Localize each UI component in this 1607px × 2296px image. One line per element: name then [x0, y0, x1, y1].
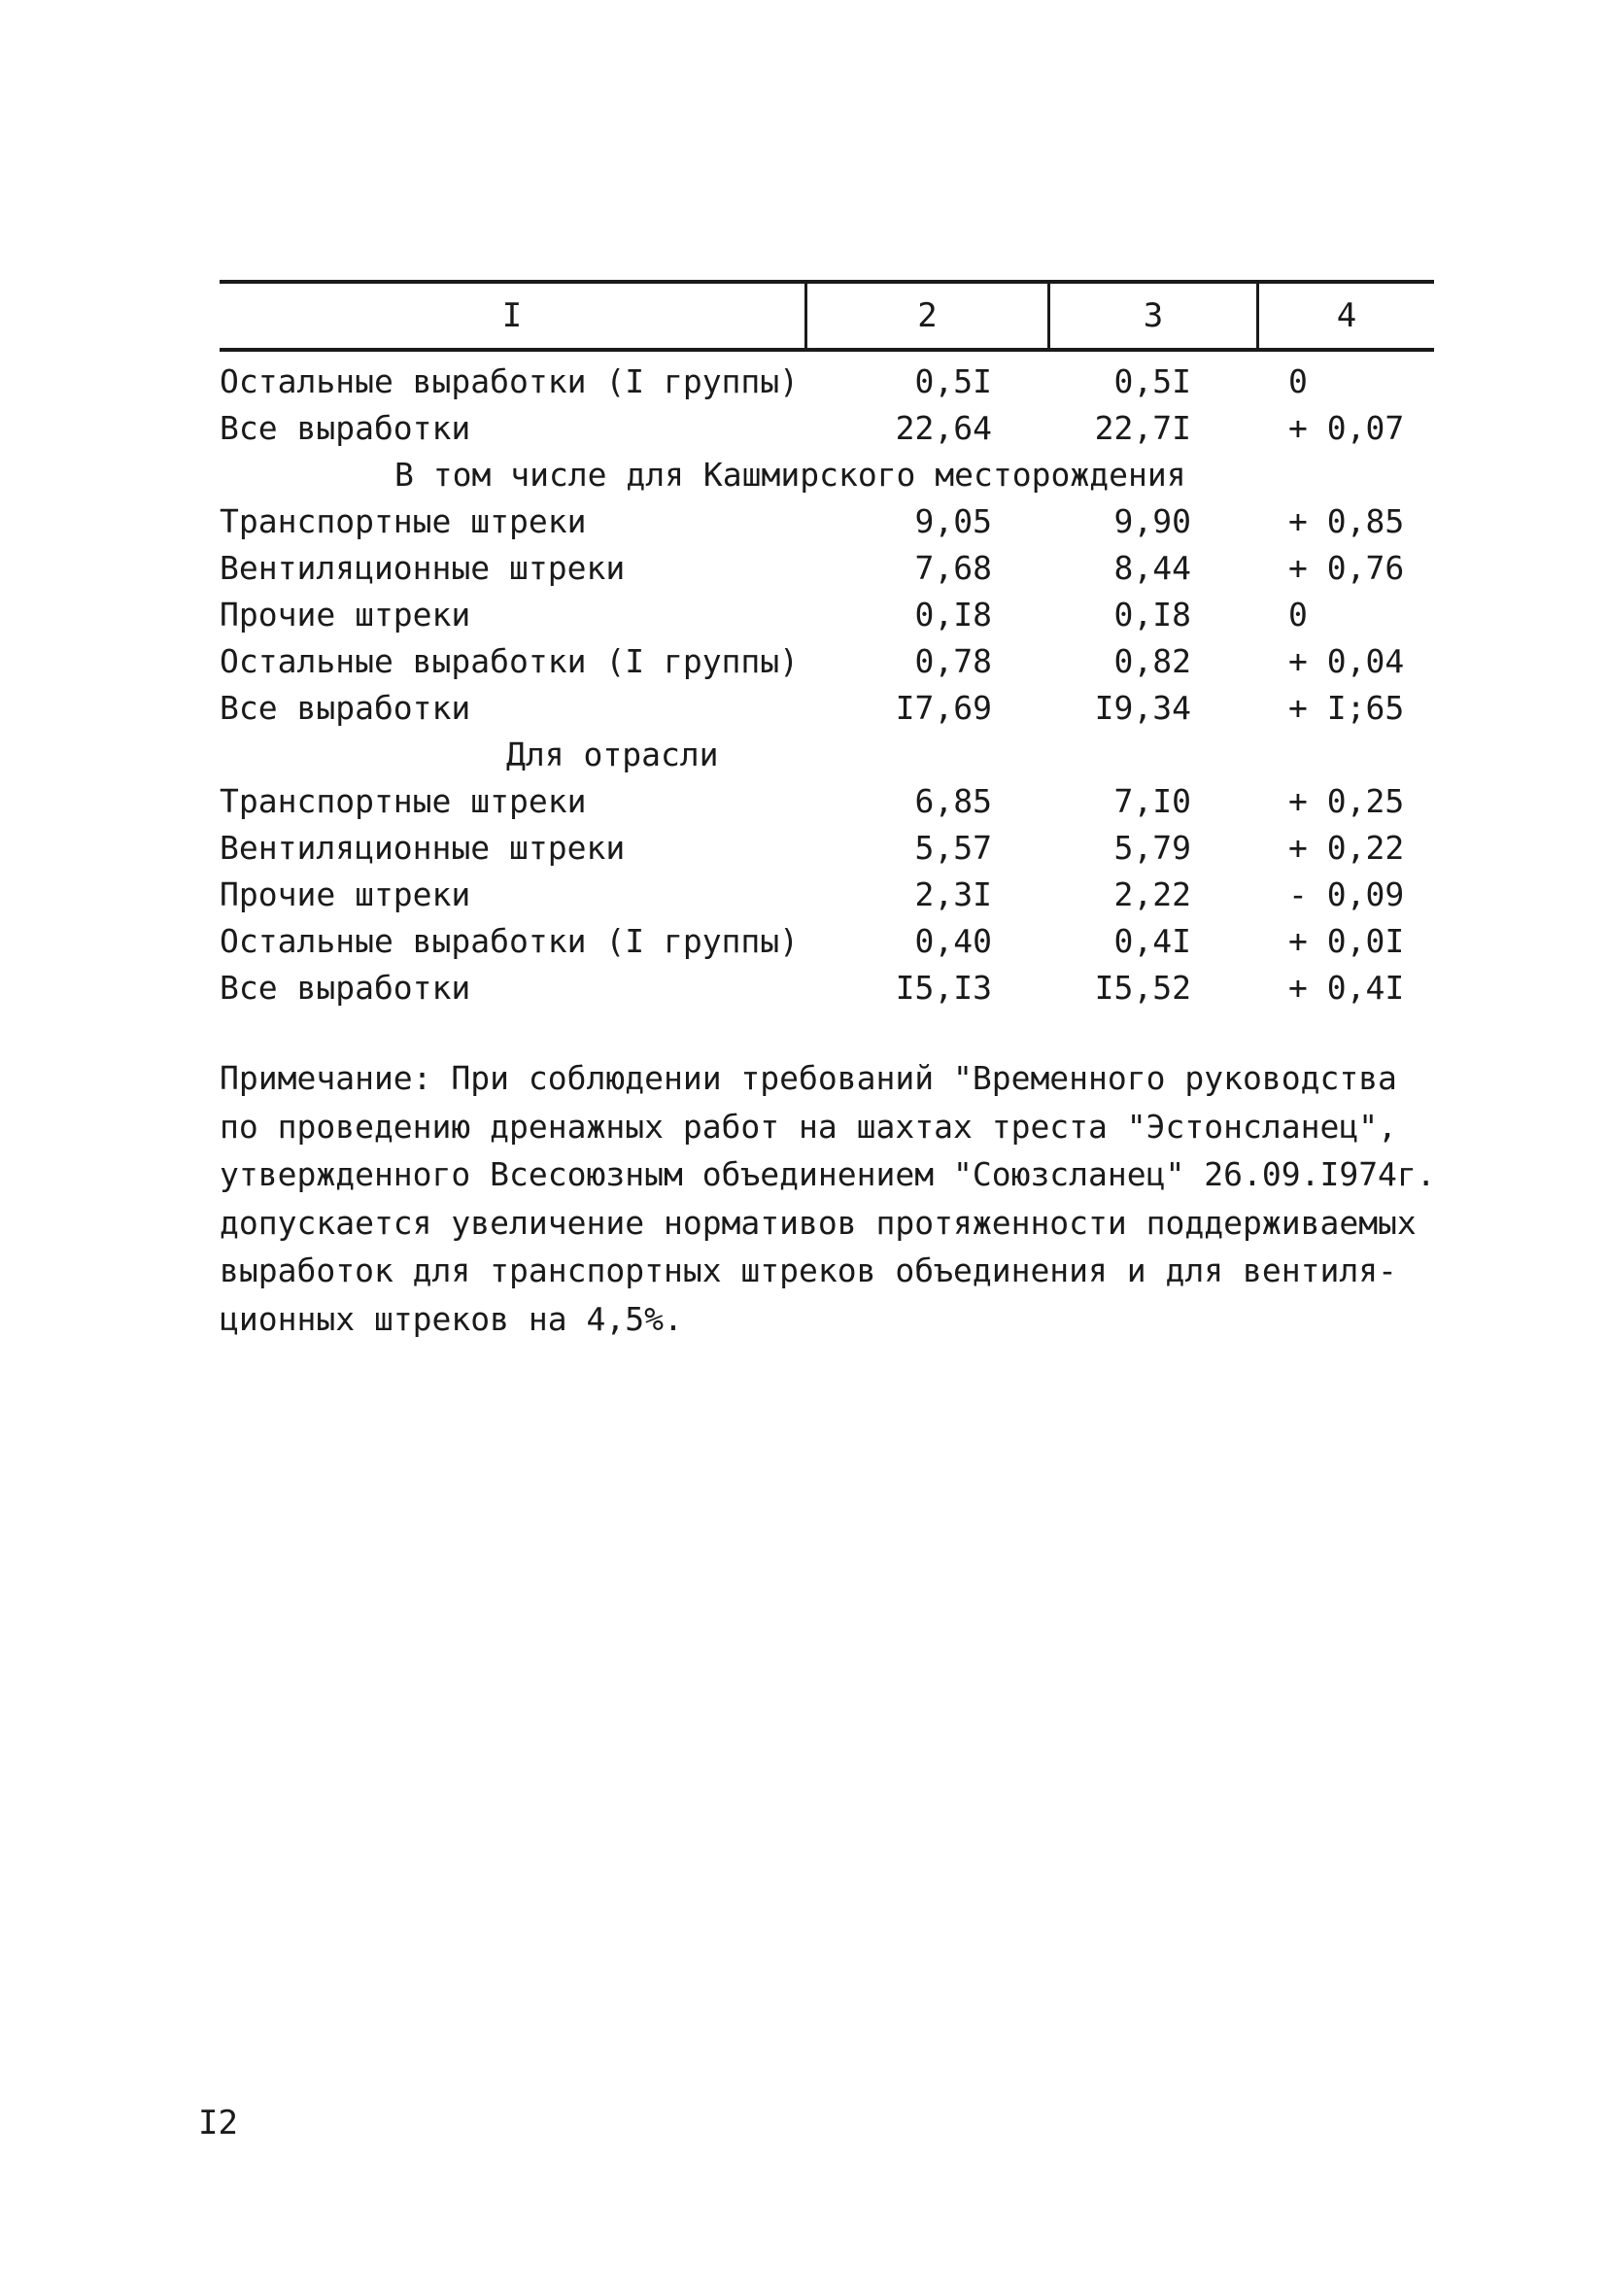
- cell-col-2: 0,I8: [914, 595, 992, 634]
- cell-col-3: 2,22: [1113, 874, 1191, 913]
- cell-col-2: 0,40: [914, 921, 992, 960]
- cell-col-4: + 0,85: [1288, 501, 1405, 540]
- cell-col-2: 0,78: [914, 641, 992, 680]
- cell-col-4: + 0,07: [1288, 408, 1405, 447]
- row-label: Транспортные штреки: [220, 501, 587, 540]
- cell-col-3: 22,7I: [1094, 408, 1191, 447]
- row-label: Вентиляционные штреки: [220, 548, 626, 587]
- table-row: [220, 544, 1434, 591]
- cell-col-3: 5,79: [1113, 828, 1191, 867]
- table-row: [220, 917, 1434, 964]
- cell-col-3: 7,I0: [1113, 781, 1191, 820]
- footnote-line: Примечание: При соблюдении требований "Временного руководства: [220, 1059, 1397, 1097]
- footnote-line: утвержденного Всесоюзным объединением "Союзсланец" 26.09.I974г.: [220, 1155, 1436, 1193]
- cell-col-3: 0,82: [1113, 641, 1191, 680]
- row-label: Все выработки: [220, 408, 471, 447]
- section-heading: В том числе для Кашмирского месторождения: [394, 455, 1186, 494]
- page-number: I2: [198, 2104, 238, 2142]
- cell-col-3: 0,I8: [1113, 595, 1191, 634]
- header-col-3: 3: [1050, 284, 1259, 348]
- cell-col-4: - 0,09: [1288, 874, 1405, 913]
- cell-col-3: 0,5I: [1113, 361, 1191, 400]
- cell-col-4: + 0,0I: [1288, 921, 1405, 960]
- row-label: Прочие штреки: [220, 595, 471, 634]
- header-col-1: I: [220, 284, 807, 348]
- cell-col-4: + 0,76: [1288, 548, 1405, 587]
- cell-col-2: 2,3I: [914, 874, 992, 913]
- table-row: [220, 964, 1434, 1011]
- cell-col-3: 0,4I: [1113, 921, 1191, 960]
- row-label: Остальные выработки (I группы): [220, 921, 800, 960]
- cell-col-4: + 0,04: [1288, 641, 1405, 680]
- cell-col-4: + 0,25: [1288, 781, 1405, 820]
- section-heading-row: [220, 451, 1434, 497]
- cell-col-3: 8,44: [1113, 548, 1191, 587]
- cell-col-2: I7,69: [895, 688, 992, 727]
- footnote: [220, 1054, 1436, 1343]
- cell-col-2: 5,57: [914, 828, 992, 867]
- table-row: [220, 824, 1434, 871]
- table-row: [220, 497, 1434, 544]
- cell-col-3: 9,90: [1113, 501, 1191, 540]
- cell-col-2: 22,64: [895, 408, 992, 447]
- cell-col-4: + 0,22: [1288, 828, 1405, 867]
- data-table: [220, 280, 1434, 1011]
- cell-col-2: I5,I3: [895, 968, 992, 1007]
- header-col-4: 4: [1336, 296, 1357, 335]
- cell-col-3: I5,52: [1094, 968, 1191, 1007]
- table-row: [220, 404, 1434, 451]
- table-row: [220, 777, 1434, 824]
- table-row: [220, 591, 1434, 637]
- row-label: Остальные выработки (I группы): [220, 641, 800, 680]
- footnote-line: по проведению дренажных работ на шахтах треста "Эстонсланец",: [220, 1107, 1397, 1146]
- row-label: Остальные выработки (I группы): [220, 361, 800, 400]
- footnote-line: допускается увеличение нормативов протяженности поддерживаемых: [220, 1203, 1417, 1242]
- row-label: Все выработки: [220, 968, 471, 1007]
- table-row: [220, 358, 1434, 404]
- table-header: [220, 280, 1434, 352]
- table-body: [220, 358, 1434, 1011]
- row-label: Прочие штреки: [220, 874, 471, 913]
- table-row: [220, 637, 1434, 684]
- cell-col-2: 0,5I: [914, 361, 992, 400]
- footnote-line: ционных штреков на 4,5%.: [220, 1299, 683, 1338]
- table-row: [220, 684, 1434, 731]
- table-row: [220, 871, 1434, 917]
- cell-col-4: + 0,4I: [1288, 968, 1405, 1007]
- section-heading: Для отрасли: [506, 735, 719, 773]
- footnote-line: выработок для транспортных штреков объединения и для вентиля-: [220, 1251, 1397, 1289]
- row-label: Все выработки: [220, 688, 471, 727]
- header-col-2: 2: [807, 284, 1050, 348]
- section-heading-row: [220, 731, 1434, 777]
- row-label: Вентиляционные штреки: [220, 828, 626, 867]
- row-label: Транспортные штреки: [220, 781, 587, 820]
- cell-col-2: 7,68: [914, 548, 992, 587]
- cell-col-4: 0: [1288, 361, 1308, 400]
- cell-col-2: 9,05: [914, 501, 992, 540]
- cell-col-4: + I;65: [1288, 688, 1405, 727]
- cell-col-2: 6,85: [914, 781, 992, 820]
- cell-col-3: I9,34: [1094, 688, 1191, 727]
- cell-col-4: 0: [1288, 595, 1308, 634]
